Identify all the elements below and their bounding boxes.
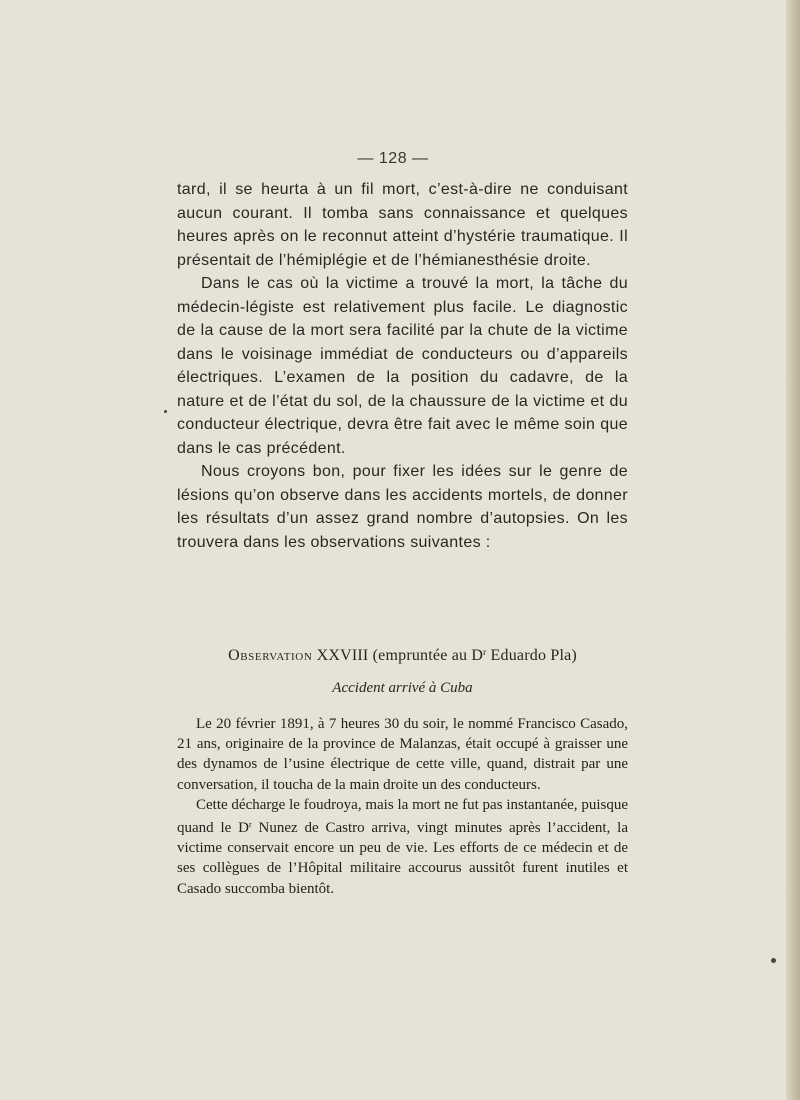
observation-source-sup: r — [483, 647, 487, 657]
observation-text — [177, 714, 628, 899]
paragraph-2: Dans le cas où la victime a trouvé la mort, la tâche du médecin-légiste est relativement plus facile. Le diagnostic de la cause de la mort sera facilité par la chute de la victime dans le voisinage immédiat de conducteurs ou d’appareils électriques. L’examen de la position du cadavre, de la nature et de l’état du sol, de la chaussure de la victime et du conducteur électrique, devra être fait avec le même soin que dans le cas précédent. — [177, 275, 628, 457]
observation-label: Observation — [228, 647, 313, 664]
observation-paragraph-1: Le 20 février 1891, à 7 heures 30 du soir, le nommé Francisco Casado, 21 ans, originaire de la province de Malanzas, était occupé à graisser une des dynamos de l’usine électrique de cette ville, quand, distrait par une conversation, il toucha de la main droite un des conducteurs. — [177, 716, 628, 793]
page-number: — 128 — — [357, 150, 429, 167]
observation-subtitle: Accident arrivé à Cuba — [332, 680, 473, 696]
observation-source — [373, 647, 577, 664]
body-text — [177, 178, 628, 554]
observation-heading — [177, 647, 628, 665]
paragraph-3: Nous croyons bon, pour fixer les idées sur le genre de lésions qu’on observe dans les accidents mortels, de donner les résultats d’un assez grand nombre d’autopsies. On les trouvera dans les observations suivantes : — [177, 463, 628, 551]
observation-p2-before: Cette décharge le foudroya, mais la mort ne fut pas instantanée, puisque quand le D — [177, 796, 628, 837]
page-edge-shadow — [786, 0, 800, 1100]
observation-paragraph-2 — [177, 795, 628, 899]
observation-number: XXVIII — [316, 647, 369, 664]
observation-source-after: Eduardo Pla) — [486, 647, 577, 664]
observation-p2-sup: r — [248, 820, 252, 830]
paragraph-1: tard, il se heurta à un fil mort, c’est-à-dire ne conduisant aucun courant. Il tomba sans connaissance et quelques heures après on le reconnut atteint d’hystérie traumatique. Il présentait de l’hémiplégie et de l’hémianesthésie droite. — [177, 181, 628, 269]
paper-speck — [164, 410, 167, 413]
observation-source-before: (empruntée au D — [372, 647, 484, 664]
paper-speck — [771, 958, 776, 963]
observation-p2-after: Nunez de Castro arriva, vingt minutes après l’accident, la victime conservait encore un peu de vie. Les efforts de ce médecin et de ses collègues de l’Hôpital militaire accourus aussitôt furent inutiles et Casado succomba bientôt. — [177, 820, 628, 897]
